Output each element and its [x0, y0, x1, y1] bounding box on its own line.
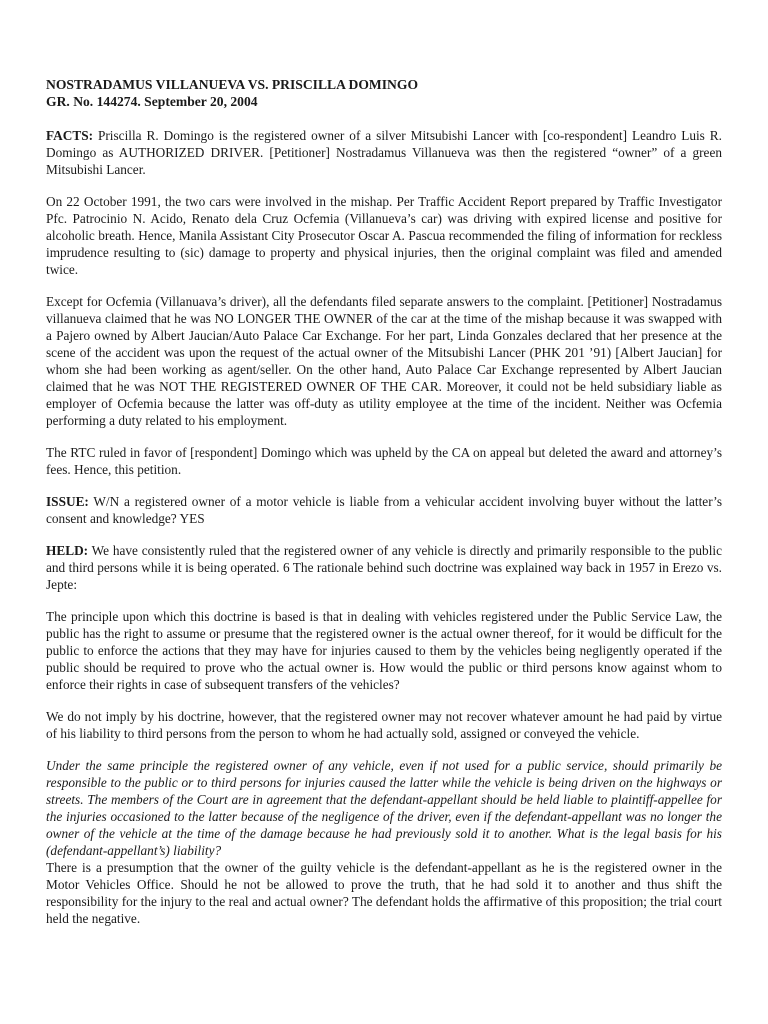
- doctrine-quote-paragraph: The principle upon which this doctrine is based is that in dealing with vehicles registered under the Public Service Law, the public has the right to assume or presume that the registered owner is the actual owner thereof, for it would be difficult for the public to enforce the actions that they may have for injuries caused to them by the vehicles being negligently operated if the public should be required to prove who the actual owner is. How would the public or third persons know against whom to enforce their rights in case of subsequent transfers of the vehicles?: [46, 609, 722, 692]
- facts-label: FACTS:: [46, 128, 94, 143]
- facts-paragraph: [46, 127, 722, 178]
- recovery-quote-paragraph: We do not imply by his doctrine, however, that the registered owner may not recover whatever amount he had paid by virtue of his liability to third persons from the person to whom he had actually sold, assigned or conveyed the vehicle.: [46, 709, 722, 741]
- case-title: NOSTRADAMUS VILLANUEVA VS. PRISCILLA DOMINGO: [46, 77, 419, 92]
- held-text: We have consistently ruled that the registered owner of any vehicle is directly and primarily responsible to the public and third persons while it is being operated. 6 The rationale behind such doctrine was explained way back in 1957 in Erezo vs. Jepte:: [46, 543, 722, 592]
- issue-label: ISSUE:: [46, 494, 89, 509]
- presumption-paragraph: There is a presumption that the owner of the guilty vehicle is the defendant-appellant as he is the registered owner in the Motor Vehicles Office. Should he not be allowed to prove the truth, that he had sold it to another and thus shift the responsibility for the injury to the real and actual owner? The defendant holds the affirmative of this proposition; the trial court held the negative.: [46, 860, 722, 926]
- document-page: [46, 76, 722, 927]
- rtc-ruling-paragraph: The RTC ruled in favor of [respondent] Domingo which was upheld by the CA on appeal but deleted the award and attorney’s fees. Hence, this petition.: [46, 445, 722, 477]
- defendants-paragraph: Except for Ocfemia (Villanuava’s driver), all the defendants filed separate answers to the complaint. [Petitioner] Nostradamus villanueva claimed that he was NO LONGER THE OWNER of the car at the time of the mishap because it was swapped with a Pajero owned by Albert Jaucian/Auto Palace Car Exchange. For her part, Linda Gonzales declared that her presence at the scene of the accident was upon the request of the actual owner of the Mitsubishi Lancer (PHK 201 ’91) [Albert Jaucian] for whom she had been working as agent/seller. On the other hand, Auto Palace Car Exchange represented by Albert Jaucian claimed that he was NOT THE REGISTERED OWNER OF THE CAR. Moreover, it could not be held subsidiary liable as employer of Ocfemia because the latter was off-duty as utility employee at the time of the incident. Neither was Ocfemia performing a duty related to his employment.: [46, 294, 722, 428]
- accident-paragraph: On 22 October 1991, the two cars were involved in the mishap. Per Traffic Accident Report prepared by Traffic Investigator Pfc. Patrocinio N. Acido, Renato dela Cruz Ocfemia (Villanueva’s car) was driving with expired license and positive for alcoholic breath. Hence, Manila Assistant City Prosecutor Oscar A. Pascua recommended the filing of information for reckless imprudence resulting to (sic) damage to property and physical injuries, then the original complaint was filed and amended twice.: [46, 194, 722, 277]
- facts-text: Priscilla R. Domingo is the registered owner of a silver Mitsubishi Lancer with [co-respondent] Leandro Luis R. Domingo as AUTHORIZED DRIVER. [Petitioner] Nostradamus Villanueva was then the registered “owner” of a green Mitsubishi Lancer.: [46, 128, 722, 177]
- held-label: HELD:: [46, 543, 89, 558]
- issue-paragraph: [46, 493, 722, 527]
- issue-text: W/N a registered owner of a motor vehicle is liable from a vehicular accident involving buyer without the latter’s consent and knowledge? YES: [46, 494, 722, 526]
- italic-quote-paragraph: Under the same principle the registered owner of any vehicle, even if not used for a public service, should primarily be responsible to the public or to third persons for injuries caused the latter while the vehicle is being driven on the highways or streets. The members of the Court are in agreement that the defendant-appellant should be held liable to plaintiff-appellee for the injuries occasioned to the latter because of the negligence of the driver, even if the defendant-appellant was no longer the owner of the vehicle at the time of the damage because he had previously sold it to another. What is the legal basis for his (defendant-appellant’s) liability?: [46, 758, 722, 858]
- case-citation: GR. No. 144274. September 20, 2004: [46, 94, 258, 109]
- held-paragraph: [46, 542, 722, 593]
